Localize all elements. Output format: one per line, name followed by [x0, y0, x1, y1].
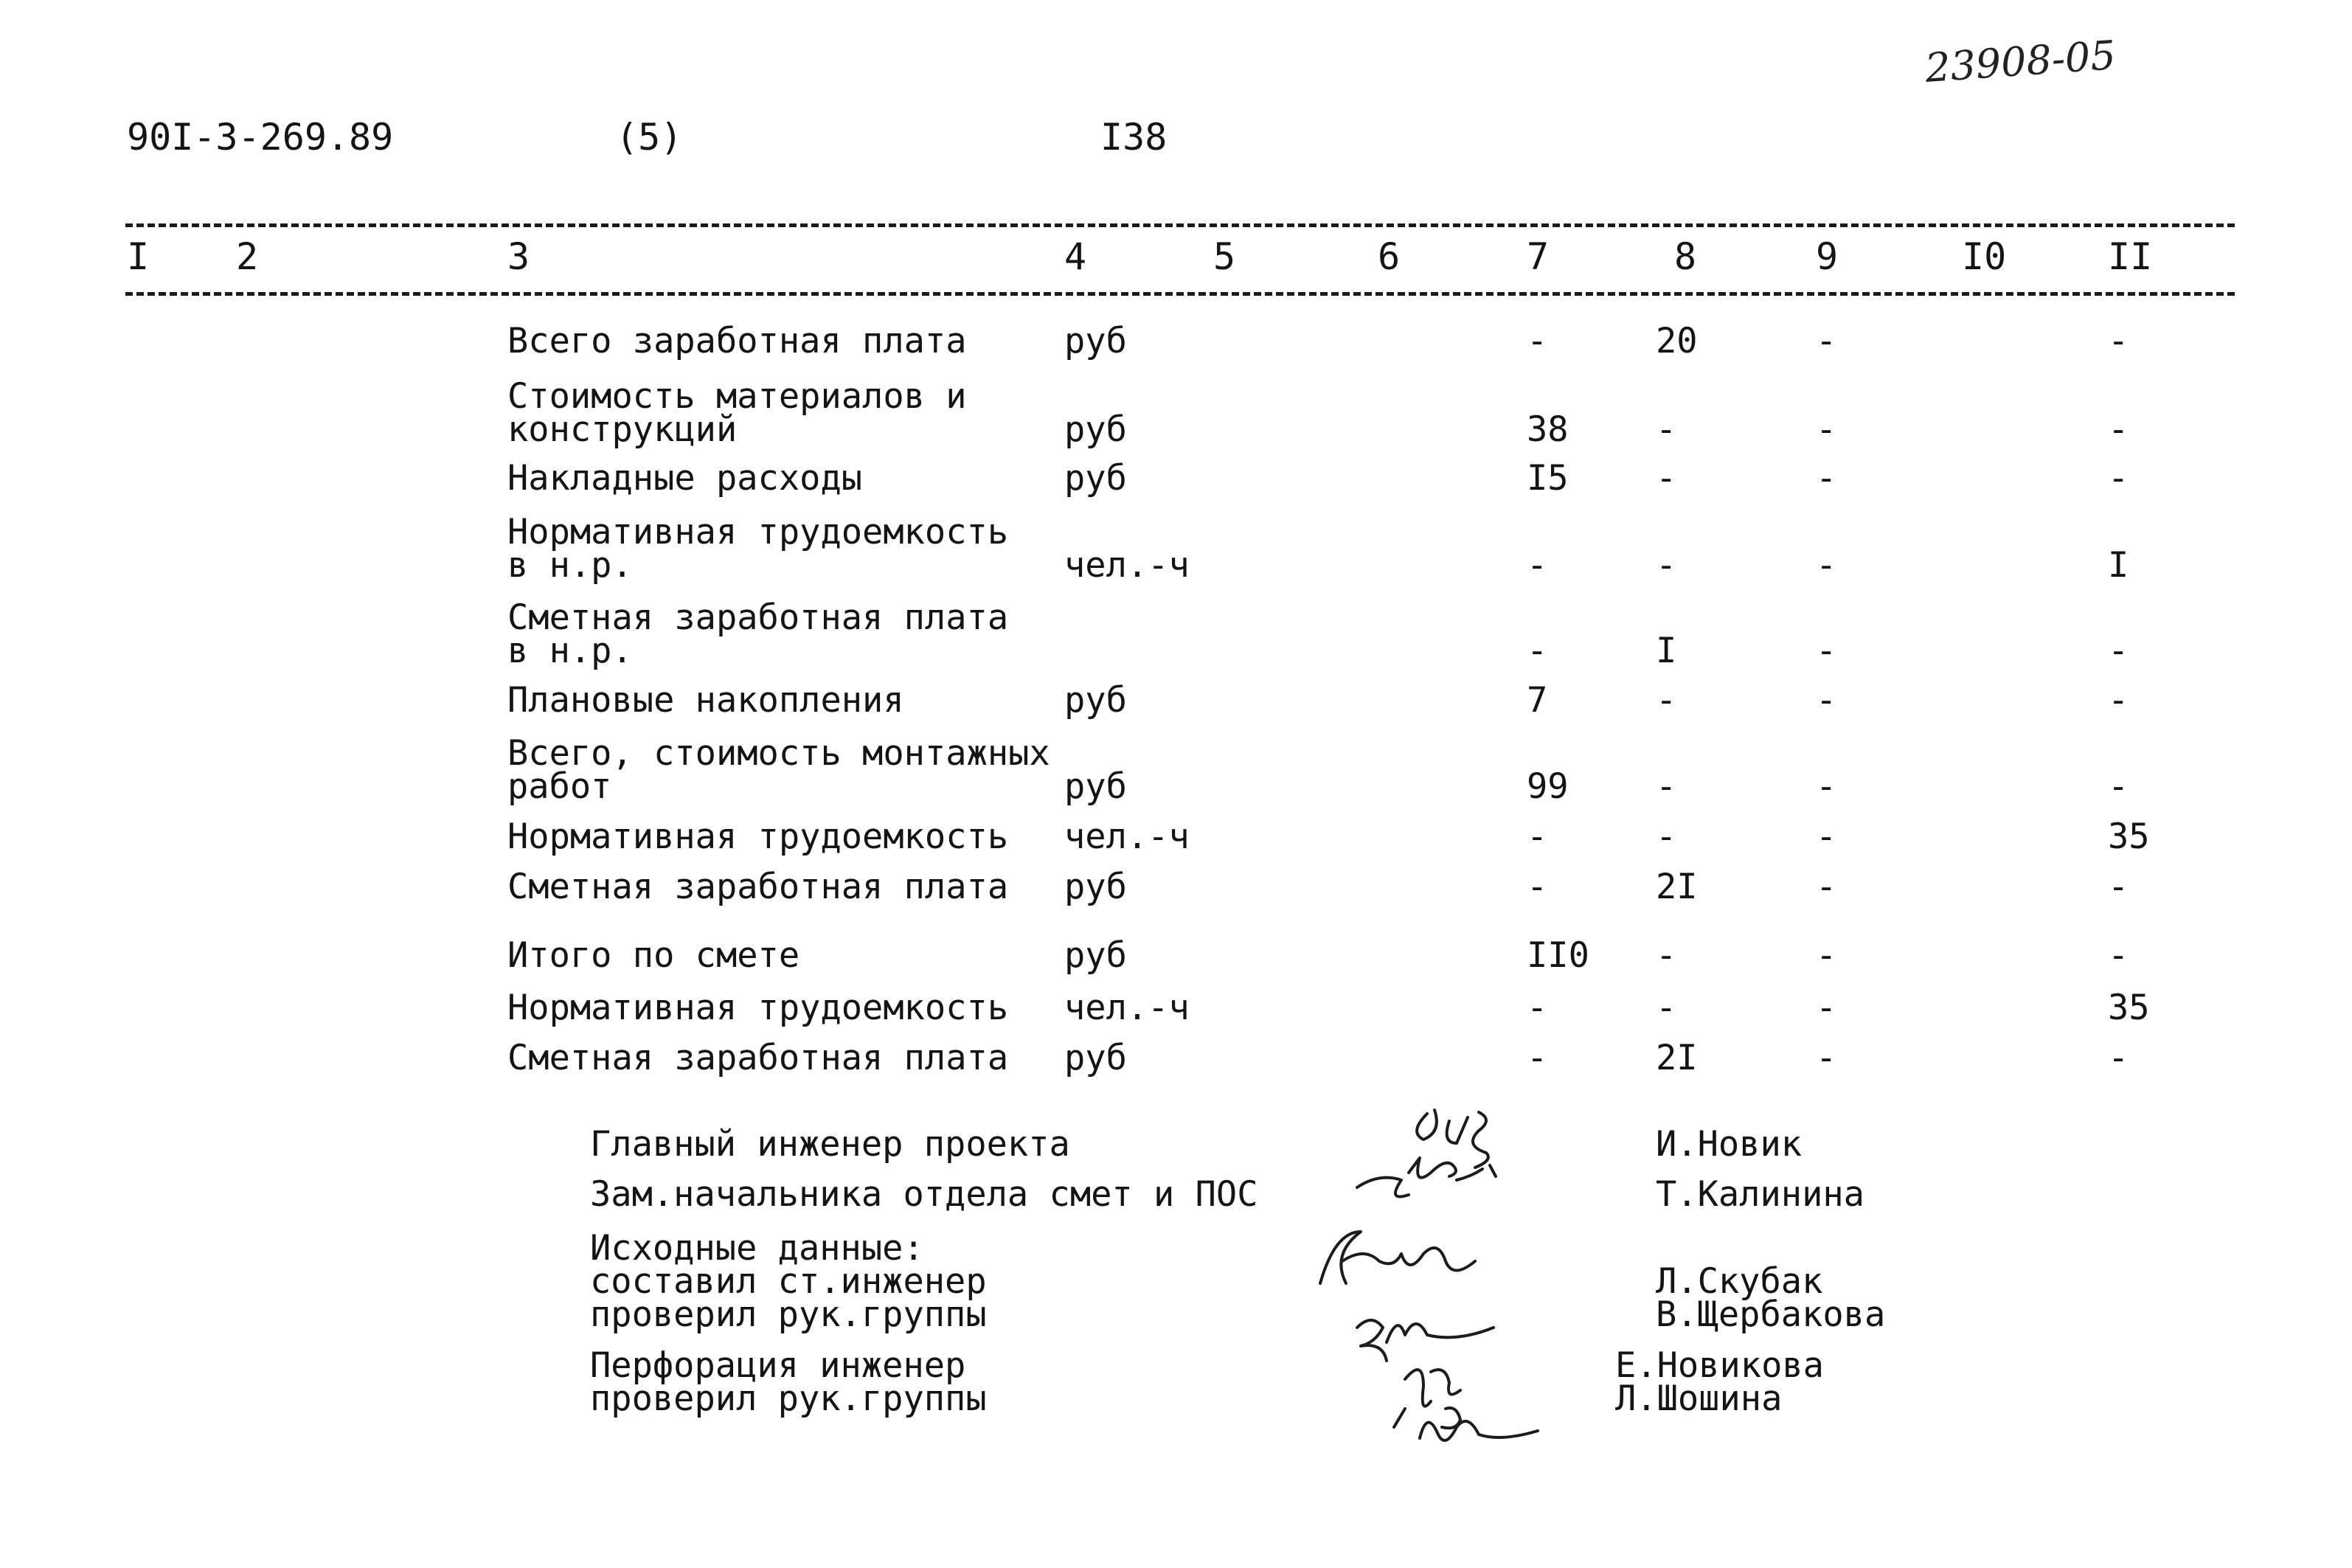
- row-col-11: -: [2108, 766, 2129, 807]
- perforation-label: Перфорация инженер: [590, 1345, 966, 1386]
- row-col-11: -: [2108, 631, 2129, 671]
- document-part: (5): [616, 116, 683, 159]
- row-col-11: -: [2108, 680, 2129, 721]
- row-unit: руб: [1064, 409, 1127, 450]
- row-col-9: -: [1816, 766, 1837, 807]
- compiled-by-name: Л.Скубак: [1656, 1261, 1823, 1302]
- row-col-9: -: [1816, 1038, 1837, 1078]
- row-col-8: -: [1656, 935, 1677, 976]
- column-header-4: 4: [1064, 235, 1087, 278]
- row-unit: руб: [1064, 458, 1127, 499]
- deputy-head-label: Зам.начальника отдела смет и ПОС: [590, 1174, 1258, 1215]
- row-name: Нормативная трудоемкость: [507, 816, 1009, 857]
- row-unit: руб: [1064, 935, 1127, 976]
- row-col-9: -: [1816, 409, 1837, 450]
- row-name: Сметная заработная плата: [507, 597, 1009, 638]
- row-col-7: 7: [1527, 680, 1548, 721]
- row-name: Сметная заработная плата: [507, 1038, 1009, 1078]
- row-col-7: I5: [1527, 458, 1569, 499]
- compiled-by-label: составил ст.инженер: [590, 1261, 987, 1302]
- row-col-11: -: [2108, 935, 2129, 976]
- row-unit: руб: [1064, 680, 1127, 721]
- row-unit: руб: [1064, 1038, 1127, 1078]
- row-name: Накладные расходы: [507, 458, 863, 499]
- row-col-8: 20: [1656, 321, 1698, 361]
- row-col-7: 99: [1527, 766, 1569, 807]
- row-col-9: -: [1816, 816, 1837, 857]
- row-col-9: -: [1816, 631, 1837, 671]
- row-col-8: -: [1656, 680, 1677, 721]
- chief-engineer-label: Главный инженер проекта: [590, 1124, 1070, 1165]
- row-name-continued: работ: [507, 766, 612, 807]
- row-col-8: -: [1656, 816, 1677, 857]
- row-col-11: 35: [2108, 816, 2150, 857]
- row-col-11: -: [2108, 409, 2129, 450]
- column-header-7: 7: [1527, 235, 1550, 278]
- row-col-9: -: [1816, 867, 1837, 907]
- header-bottom-rule: [125, 292, 2235, 296]
- checked-by-name: В.Щербакова: [1656, 1294, 1886, 1335]
- archive-stamp: 23908-05: [1923, 32, 2117, 91]
- column-header-1: I: [127, 235, 150, 278]
- row-col-9: -: [1816, 458, 1837, 499]
- perf-checked-name: Л.Шошина: [1615, 1378, 1783, 1419]
- row-col-8: 2I: [1656, 867, 1698, 907]
- row-unit: руб: [1064, 766, 1127, 807]
- perforation-name: Е.Новикова: [1615, 1345, 1824, 1386]
- column-header-3: 3: [507, 235, 530, 278]
- row-name: Всего заработная плата: [507, 321, 967, 361]
- row-col-9: -: [1816, 680, 1837, 721]
- row-col-11: I: [2108, 545, 2129, 586]
- column-header-10: I0: [1962, 235, 2007, 278]
- row-col-11: -: [2108, 321, 2129, 361]
- row-col-8: 2I: [1656, 1038, 1698, 1078]
- row-name: Нормативная трудоемкость: [507, 512, 1009, 552]
- row-col-9: -: [1816, 988, 1837, 1028]
- row-name-continued: в н.р.: [507, 545, 633, 586]
- row-name: Всего, стоимость монтажных: [507, 733, 1050, 774]
- row-unit: руб: [1064, 321, 1127, 361]
- row-col-7: II0: [1527, 935, 1589, 976]
- row-unit: чел.-ч: [1064, 816, 1190, 857]
- header-top-rule: [125, 223, 2235, 227]
- source-data-label: Исходные данные:: [590, 1228, 924, 1269]
- row-col-9: -: [1816, 321, 1837, 361]
- row-col-9: -: [1816, 935, 1837, 976]
- row-col-8: -: [1656, 766, 1677, 807]
- row-col-8: -: [1656, 409, 1677, 450]
- row-col-7: -: [1527, 545, 1548, 586]
- row-col-8: -: [1656, 545, 1677, 586]
- row-col-7: -: [1527, 1038, 1548, 1078]
- perf-checked-label: проверил рук.группы: [590, 1378, 987, 1419]
- row-col-11: -: [2108, 458, 2129, 499]
- row-name: Плановые накопления: [507, 680, 904, 721]
- row-name: Стоимость материалов и: [507, 376, 967, 417]
- column-header-9: 9: [1816, 235, 1839, 278]
- deputy-head-name: Т.Калинина: [1656, 1174, 1864, 1215]
- row-unit: чел.-ч: [1064, 988, 1190, 1028]
- row-col-11: 35: [2108, 988, 2150, 1028]
- column-header-5: 5: [1213, 235, 1236, 278]
- row-unit: чел.-ч: [1064, 545, 1190, 586]
- chief-engineer-name: И.Новик: [1656, 1124, 1803, 1165]
- page-number: I38: [1100, 116, 1168, 159]
- row-unit: руб: [1064, 867, 1127, 907]
- row-name-continued: в н.р.: [507, 631, 633, 671]
- column-header-2: 2: [236, 235, 259, 278]
- row-name: Нормативная трудоемкость: [507, 988, 1009, 1028]
- row-col-7: 38: [1527, 409, 1569, 450]
- row-col-7: -: [1527, 631, 1548, 671]
- row-col-8: -: [1656, 458, 1677, 499]
- row-col-7: -: [1527, 988, 1548, 1028]
- row-col-7: -: [1527, 816, 1548, 857]
- checked-by-label: проверил рук.группы: [590, 1294, 987, 1335]
- document-code: 90I-3-269.89: [127, 116, 394, 159]
- row-col-11: -: [2108, 867, 2129, 907]
- row-col-7: -: [1527, 867, 1548, 907]
- column-header-8: 8: [1674, 235, 1697, 278]
- row-col-8: -: [1656, 988, 1677, 1028]
- row-col-9: -: [1816, 545, 1837, 586]
- row-name: Сметная заработная плата: [507, 867, 1009, 907]
- row-col-7: -: [1527, 321, 1548, 361]
- column-header-6: 6: [1378, 235, 1401, 278]
- handwritten-signatures: [1298, 1092, 1593, 1460]
- row-name-continued: конструкций: [507, 409, 738, 450]
- column-header-11: II: [2108, 235, 2153, 278]
- row-col-11: -: [2108, 1038, 2129, 1078]
- row-col-8: I: [1656, 631, 1677, 671]
- row-name: Итого по смете: [507, 935, 800, 976]
